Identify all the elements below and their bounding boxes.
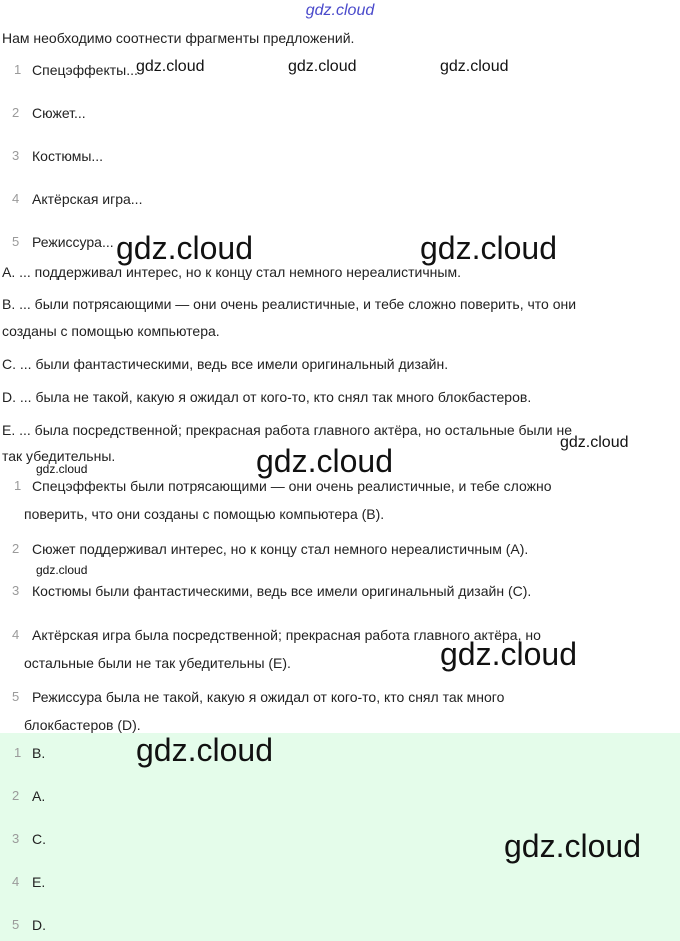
answer-text: Режиссура была не такой, какую я ожидал от кого-то, кто снял так много: [32, 689, 505, 705]
key-number: 1: [14, 745, 22, 760]
key-number: 3: [12, 831, 20, 846]
option-b: B. ... были потрясающими — они очень реалистичные, и тебе сложно поверить, что они: [2, 296, 577, 312]
key-number: 5: [12, 917, 20, 932]
item-number: 5: [12, 234, 20, 249]
answer-number: 2: [12, 541, 20, 556]
option-c: C. ... были фантастическими, ведь все имели оригинальный дизайн.: [2, 356, 449, 372]
key-number: 2: [12, 788, 20, 803]
item-label: Актёрская игра...: [32, 191, 143, 207]
answer-number: 3: [12, 583, 20, 598]
item-label: Костюмы...: [32, 148, 104, 164]
item-label: Спецэффекты...: [32, 62, 138, 78]
item-label: Режиссура...: [32, 234, 114, 250]
watermark: gdz.cloud: [440, 636, 577, 672]
item-label: Сюжет...: [32, 105, 86, 121]
option-e-cont: так убедительны.: [2, 448, 116, 464]
option-a: A. ... поддерживал интерес, но к концу стал немного нереалистичным.: [2, 264, 461, 280]
answer-number: 1: [14, 478, 22, 493]
key-value: B.: [32, 745, 46, 761]
header-watermark: gdz.cloud: [305, 2, 375, 19]
key-value: A.: [32, 788, 46, 804]
watermark: gdz.cloud: [256, 443, 393, 479]
option-d: D. ... была не такой, какую я ожидал от кого-то, кто снял так много блокбастеров.: [2, 389, 532, 405]
answer-text: Сюжет поддерживал интерес, но к концу стал немного нереалистичным (A).: [32, 541, 529, 557]
answer-text-cont: остальные были не так убедительны (E).: [24, 655, 291, 671]
option-e: E. ... была посредственной; прекрасная работа главного актёра, но остальные были не: [2, 422, 573, 438]
key-number: 4: [12, 874, 20, 889]
watermark: gdz.cloud: [560, 434, 629, 451]
watermark: gdz.cloud: [36, 563, 88, 577]
watermark: gdz.cloud: [136, 58, 205, 75]
answer-number: 5: [12, 689, 20, 704]
item-number: 3: [12, 148, 20, 163]
key-value: C.: [32, 831, 46, 847]
item-number: 1: [14, 62, 22, 77]
answer-text: Костюмы были фантастическими, ведь все имели оригинальный дизайн (C).: [32, 583, 532, 599]
watermark: gdz.cloud: [116, 230, 253, 266]
item-number: 2: [12, 105, 20, 120]
answer-text-cont: поверить, что они созданы с помощью компьютера (B).: [24, 506, 385, 522]
answer-text: Актёрская игра была посредственной; прекрасная работа главного актёра, но: [32, 627, 541, 643]
item-number: 4: [12, 191, 20, 206]
watermark: gdz.cloud: [440, 58, 509, 75]
key-value: E.: [32, 874, 46, 890]
watermark: gdz.cloud: [420, 230, 557, 266]
answer-text: Спецэффекты были потрясающими — они очень реалистичные, и тебе сложно: [32, 478, 552, 494]
answer-text-cont: блокбастеров (D).: [24, 717, 141, 733]
intro-text: Нам необходимо соотнести фрагменты предложений.: [2, 30, 355, 46]
watermark: gdz.cloud: [504, 828, 641, 864]
key-value: D.: [32, 917, 46, 933]
watermark: gdz.cloud: [36, 462, 88, 476]
watermark: gdz.cloud: [288, 58, 357, 75]
option-b-cont: созданы с помощью компьютера.: [2, 323, 220, 339]
watermark: gdz.cloud: [136, 732, 273, 768]
answer-number: 4: [12, 627, 20, 642]
